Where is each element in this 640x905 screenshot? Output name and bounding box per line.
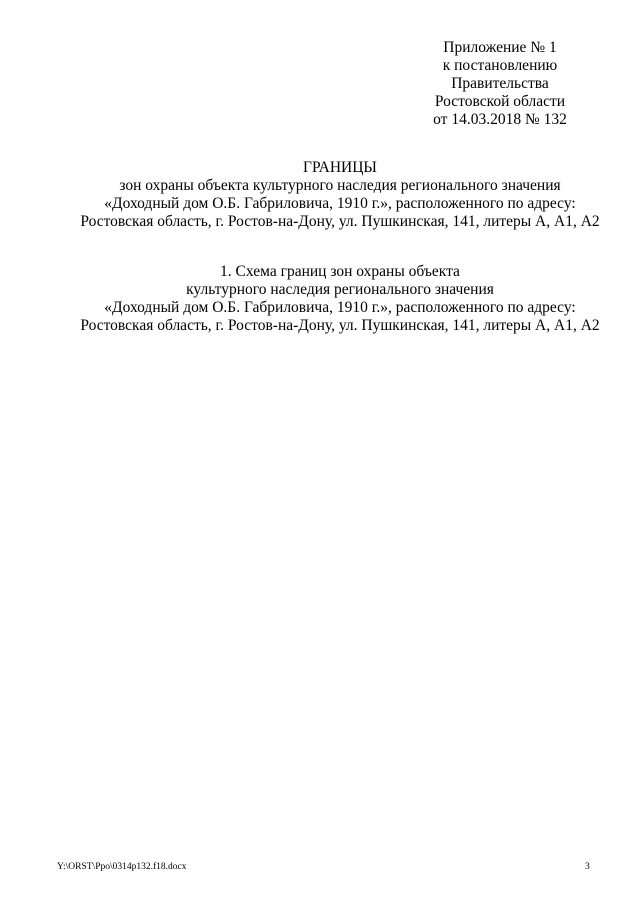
- section-1-line-scheme: 1. Схема границ зон охраны объекта: [220, 263, 460, 280]
- appendix-line-date: от 14.03.2018 № 132: [433, 111, 567, 128]
- section-1-line-heritage: культурного наследия регионального значения: [186, 281, 494, 298]
- section-1-line-address: Ростовская область, г. Ростов-на-Дону, ул. Пушкинская, 141, литеры А, А1, А2: [80, 317, 600, 334]
- title-line-object: «Доходный дом О.Б. Габриловича, 1910 г.», расположенного по адресу:: [104, 195, 576, 212]
- title-line-zones: зон охраны объекта культурного наследия регионального значения: [119, 177, 561, 194]
- section-1-heading: [40, 263, 640, 335]
- footer-page-number: 3: [585, 862, 590, 872]
- appendix-line-region: Ростовской области: [434, 93, 566, 110]
- appendix-line-number: Приложение № 1: [443, 39, 557, 56]
- appendix-header: [400, 39, 600, 129]
- appendix-line-government: Правительства: [451, 75, 549, 92]
- section-1-line-object: «Доходный дом О.Б. Габриловича, 1910 г.», расположенного по адресу:: [104, 299, 576, 316]
- document-title-block: [40, 159, 640, 231]
- footer-file-path: Y:\ORST\Ppo\0314p132.f18.docx: [57, 862, 187, 872]
- document-heading: ГРАНИЦЫ: [303, 159, 377, 176]
- appendix-line-resolution: к постановлению: [442, 57, 558, 74]
- title-line-address: Ростовская область, г. Ростов-на-Дону, ул. Пушкинская, 141, литеры А, А1, А2: [80, 213, 600, 230]
